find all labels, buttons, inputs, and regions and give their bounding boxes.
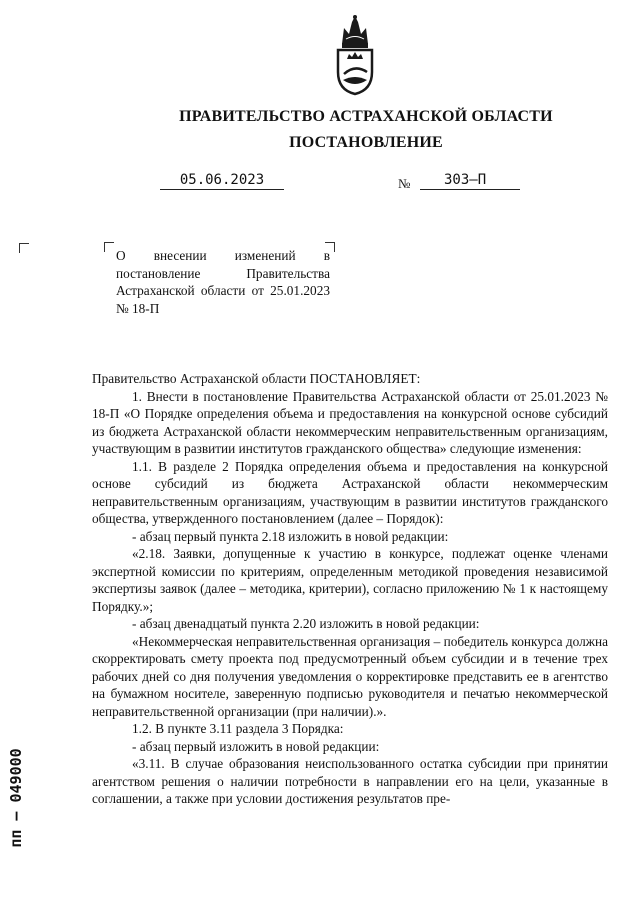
decree-subject: О внесении изменений в постановление Правительства Астраханской области от 25.01.2023 № 18-П	[116, 248, 330, 316]
side-registration-code	[3, 742, 29, 854]
paragraph-amend-2-18: - абзац первый пункта 2.18 изложить в новой редакции:	[132, 528, 449, 544]
decree-date: 05.06.2023	[160, 172, 284, 190]
side-code-text: пп – 049000	[7, 748, 25, 848]
paragraph-amend-3-11: - абзац первый изложить в новой редакции:	[132, 738, 380, 754]
preamble: Правительство Астраханской области ПОСТАНОВЛЯЕТ:	[92, 371, 421, 386]
decree-number: 303–П	[420, 172, 520, 190]
decree-body	[92, 370, 608, 808]
paragraph-1-1: 1.1. В разделе 2 Порядка определения объема и предоставления на конкурсной основе субсидий из бюджета Астраханской области некоммерческим неправительственным организациям, участвующим в развитии институтов гражданского общества, утвержденного постановлением (далее – Порядок):	[92, 458, 608, 526]
subject-corner-left	[104, 242, 114, 252]
quote-2-18: «2.18. Заявки, допущенные к участию в конкурсе, подлежат оценке членами экспертной комиссии по критериям, определенным методикой проведения независимой экспертизы заявок (далее – методика, критерии), согласно приложению № 1 к настоящему Порядку.»;	[92, 546, 608, 614]
government-title: ПРАВИТЕЛЬСТВО АСТРАХАНСКОЙ ОБЛАСТИ	[179, 108, 553, 125]
number-sign: №	[398, 176, 411, 191]
paragraph-1-2: 1.2. В пункте 3.11 раздела 3 Порядка:	[132, 721, 344, 736]
coat-of-arms-icon	[330, 14, 380, 96]
margin-corner-mark	[19, 243, 29, 253]
quote-2-20: «Некоммерческая неправительственная организация – победитель конкурса должна скорректировать смету проекта под предусмотренный объем субсидии и в течение трех рабочих дней со дня получения уведомления о корректировке представить ее в агентство на бумажном носителе, заверенную подписью руководителя и печатью некоммерческой неправительственной организации (при наличии).».	[92, 633, 608, 719]
document-type-title: ПОСТАНОВЛЕНИЕ	[289, 134, 443, 151]
paragraph-1: 1. Внести в постановление Правительства Астраханской области от 25.01.2023 № 18-П «О Порядке определения объема и предоставления на конкурсной основе субсидий из бюджета Астраханской области некоммерческим неправительственным организациям, участвующим в развитии институтов гражданского общества» следующие изменения:	[92, 388, 608, 456]
quote-3-11: «3.11. В случае образования неиспользованного остатка субсидии при принятии агентством решения о наличии потребности в направлении его на цели, указанные в соглашении, а также при условии достижения результатов пре-	[92, 756, 608, 806]
paragraph-amend-2-20: - абзац двенадцатый пункта 2.20 изложить в новой редакции:	[132, 616, 480, 631]
